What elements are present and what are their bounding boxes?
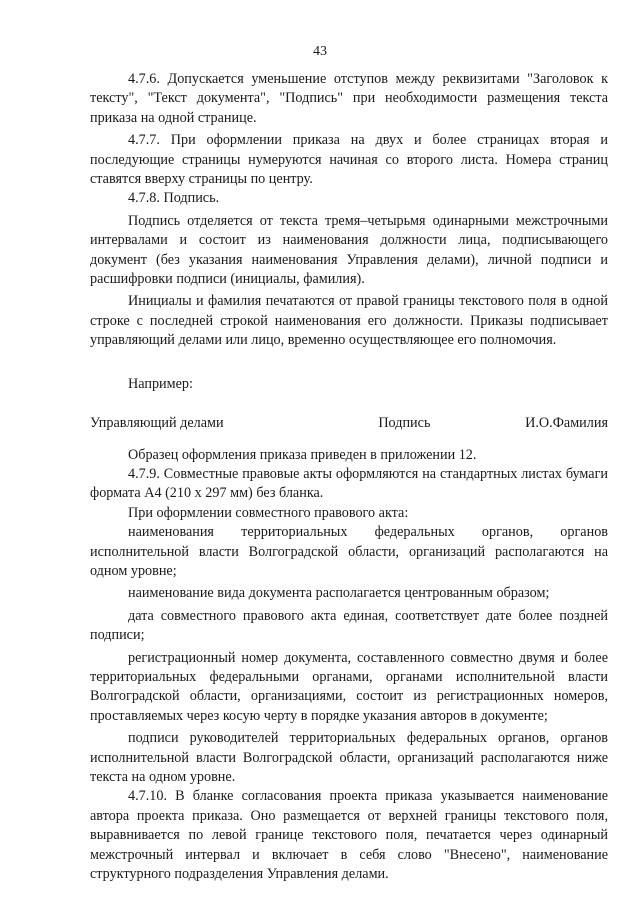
page-number: 43 xyxy=(313,44,327,59)
paragraph-4-7-9: 4.7.9. Совместные правовые акты оформляются на стандартных листах бумаги формата А4 (210 х 297 мм) без бланка. xyxy=(90,465,608,502)
list-item-signatures: подписи руководителей территориальных федеральных органов, органов исполнительной власти Волгоградской области, организаций располагаются ниже текста на одном уровне. xyxy=(90,730,608,785)
signature-example-signature: Подпись xyxy=(378,415,431,432)
paragraph-4-7-8-heading: 4.7.8. Подпись. xyxy=(128,190,220,207)
paragraph-sample-reference: Образец оформления приказа приведен в приложении 12. xyxy=(128,446,477,463)
document-body xyxy=(90,70,608,884)
signature-example-name: И.О.Фамилия xyxy=(525,415,608,432)
paragraph-signature-description: Подпись отделяется от текста тремя–четырьмя одинарными межстрочными интервалами и состоит из наименования должности лица, подписывающего документ (без указания наименования Управления делами), личной подписи и расшифровки подписи (инициалы, фамилия). xyxy=(90,212,608,288)
signature-example-row xyxy=(90,414,608,433)
paragraph-4-7-7: 4.7.7. При оформлении приказа на двух и более страницах вторая и последующие страницы нумеруются начиная со второго листа. Номера страниц ставятся вверху страницы по центру. xyxy=(90,132,608,188)
list-item-date: дата совместного правового акта единая, соответствует дате более поздней подписи; xyxy=(90,607,608,644)
list-item-registration-number: регистрационный номер документа, составленного совместно двумя и более территориальных федеральными органами, органами исполнительной власти Волгоградской области, организациями, состоит из регистрационных номеров, проставляемых через косую черту в порядке указания авторов в документе; xyxy=(90,649,608,724)
paragraph-joint-act-intro: При оформлении совместного правового акта: xyxy=(128,504,409,521)
signature-example-position: Управляющий делами xyxy=(90,415,224,432)
paragraph-4-7-6: 4.7.6. Допускается уменьшение отступов между реквизитами "Заголовок к тексту", "Текст документа", "Подпись" при необходимости размещения текста приказа на одной странице. xyxy=(90,71,608,126)
list-item-document-type: наименование вида документа располагается центрованным образом; xyxy=(128,585,550,602)
example-label: Например: xyxy=(128,375,193,392)
list-item-organ-names: наименования территориальных федеральных органов, органов исполнительной власти Волгоградской области, организаций располагаются на одном уровне; xyxy=(90,524,608,579)
paragraph-4-7-10: 4.7.10. В бланке согласования проекта приказа указывается наименование автора проекта приказа. Оно размещается от верхней границы текстового поля, выравнивается по левой границе текстового поля, печатается через одинарный межстрочный интервал и включает в себя слово "Внесено", наименование структурного подразделения Управления делами. xyxy=(90,788,608,883)
paragraph-initials-placement: Инициалы и фамилия печатаются от правой границы текстового поля в одной строке с последней строкой наименования его должности. Приказы подписывает управляющий делами или лицо, временно осуществляющее его полномочия. xyxy=(90,293,608,349)
